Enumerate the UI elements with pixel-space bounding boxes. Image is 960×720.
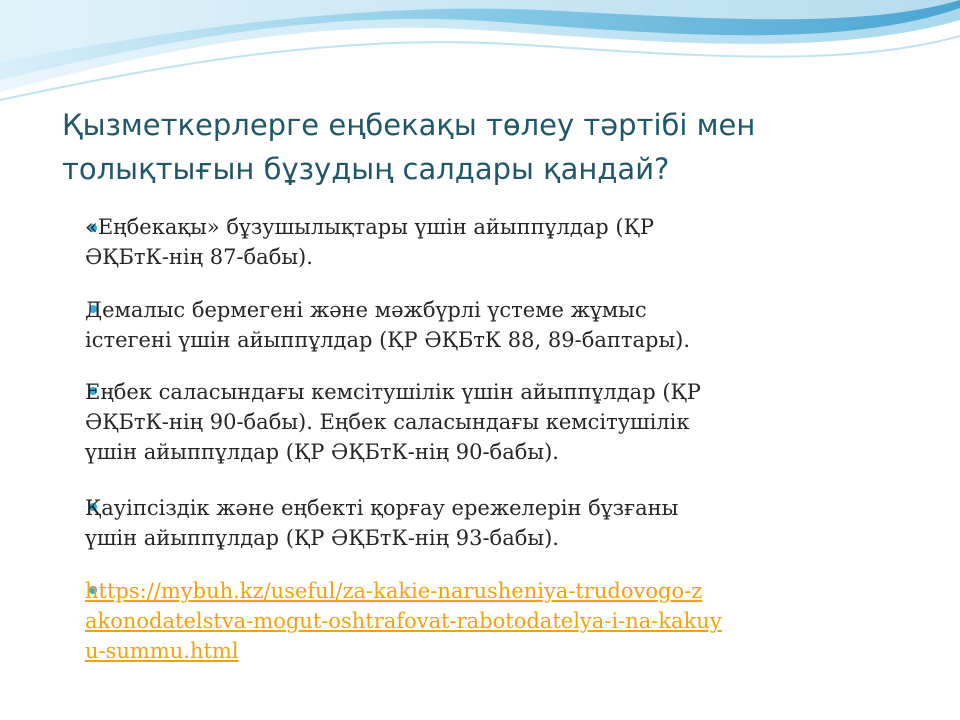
link-line[interactable]: akonodatelstva-mogut-oshtrafovat-rabotodatelya-i-na-kakuy (85, 609, 722, 633)
source-link[interactable] (85, 576, 915, 666)
bullet-line: істегені үшін айыппұлдар (ҚР ӘҚБтК 88, 89-баптары). (85, 328, 691, 352)
title-line: Қызметкерлерге еңбекақы төлеу тәртібі мен (62, 108, 756, 142)
bullet-line: үшін айыппұлдар (ҚР ӘҚБтК-нің 90-бабы). (85, 440, 559, 464)
wave-header-decoration (0, 0, 960, 110)
title-line: толықтығын бұзудың салдары қандай? (62, 152, 670, 186)
bullet-line: Қауіпсіздік және еңбекті қорғау ережелерін бұзғаны (85, 496, 679, 520)
bullet-line: Еңбек саласындағы кемсітушілік үшін айыппұлдар (ҚР (85, 380, 701, 404)
bullet-line: үшін айыппұлдар (ҚР ӘҚБтК-нің 93-бабы). (85, 526, 559, 550)
link-line[interactable]: u-summu.html (85, 639, 239, 663)
bullet-line: ӘҚБтК-нің 90-бабы). Еңбек саласындағы кемсітушілік (85, 410, 690, 434)
bullet-line: ӘҚБтК-нің 87-бабы). (85, 245, 313, 269)
bullet-line: Демалыс бермегені және мәжбүрлі үстеме жұмыс (85, 298, 647, 322)
bullet-line: «Еңбекақы» бұзушылықтары үшін айыппұлдар (ҚР (85, 215, 654, 239)
slide-title (62, 103, 922, 191)
link-line[interactable]: https://mybuh.kz/useful/za-kakie-narusheniya-trudovogo-z (85, 579, 703, 603)
